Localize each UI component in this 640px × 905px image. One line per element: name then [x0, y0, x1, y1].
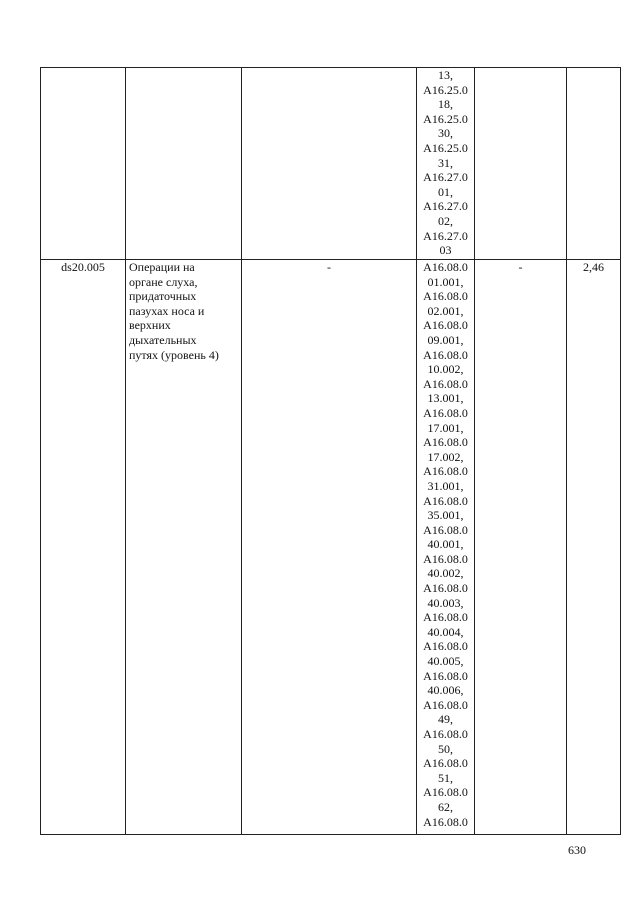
coefficient-cell	[567, 68, 621, 260]
service-code-line: A16.08.0	[423, 376, 468, 391]
service-code-line: A16.08.0	[423, 435, 468, 450]
service-code-line: 02.001,	[427, 303, 464, 318]
ksg-name-cell	[126, 260, 242, 835]
service-code-line: 13.001,	[427, 391, 464, 406]
service-code-line: A16.08.0	[423, 785, 468, 800]
service-codes-cell	[417, 68, 475, 260]
ksg-name-line: пазухах носа и	[129, 303, 205, 318]
service-code-line: A16.08.0	[423, 668, 468, 683]
service-code-line: 18,	[438, 97, 453, 112]
service-code-line: 40.004,	[427, 624, 464, 639]
service-code-line: 01,	[438, 184, 453, 199]
extra-criteria-cell	[475, 68, 567, 260]
extra-criteria-cell: -	[475, 260, 567, 835]
service-code-line: A16.27.0	[423, 228, 468, 243]
service-code-line: A16.08.0	[423, 318, 468, 333]
service-code-line: 01.001,	[427, 274, 464, 289]
service-code-line: 40.003,	[427, 595, 464, 610]
tariff-table	[40, 67, 621, 835]
table-row	[41, 260, 621, 835]
service-code-line: 31,	[438, 155, 453, 170]
ksg-code-cell	[41, 68, 126, 260]
service-code-line: 17.002,	[427, 449, 464, 464]
service-code-line: 31.001,	[427, 478, 464, 493]
service-code-line: 03	[439, 243, 452, 258]
service-code-line: 51,	[438, 770, 453, 785]
service-code-line: A16.08.0	[423, 697, 468, 712]
service-code-line: 49,	[438, 712, 453, 727]
service-code-line: A16.08.0	[423, 493, 468, 508]
service-code-line: 09.001,	[427, 332, 464, 347]
service-code-line: A16.08.0	[423, 639, 468, 654]
service-code-line: A16.08.0	[423, 551, 468, 566]
service-code-line: 10.002,	[427, 362, 464, 377]
coefficient-cell: 2,46	[567, 260, 621, 835]
service-code-line: 02,	[438, 213, 453, 228]
ksg-name-line: верхних	[129, 318, 171, 333]
service-code-line: 40.006,	[427, 683, 464, 698]
service-code-line: A16.08.0	[423, 756, 468, 771]
service-code-line: 62,	[438, 799, 453, 814]
service-code-line: A16.08.0	[423, 581, 468, 596]
service-code-line: A16.27.0	[423, 170, 468, 185]
service-code-line: A16.25.0	[423, 140, 468, 155]
service-code-line: A16.08.0	[423, 727, 468, 741]
service-code-line: 40.001,	[427, 537, 464, 552]
table-row	[41, 68, 621, 260]
ksg-name-line: дыхательных	[129, 332, 197, 347]
ksg-name-line: придаточных	[129, 289, 197, 304]
ksg-code-cell: ds20.005	[41, 260, 126, 835]
service-code-line: 35.001,	[427, 508, 464, 523]
page-number: 630	[568, 843, 586, 857]
service-code-line: A16.08.0	[423, 610, 468, 625]
service-code-line: A16.08.0	[423, 289, 468, 304]
diagnosis-cell: -	[242, 260, 417, 835]
service-code-line: A16.08.0	[423, 464, 468, 479]
service-code-line: 30,	[438, 126, 453, 141]
service-code-line: A16.08.0	[423, 814, 468, 829]
diagnosis-cell	[242, 68, 417, 260]
service-code-line: A16.08.0	[423, 405, 468, 420]
service-code-line: 13,	[438, 68, 453, 82]
service-code-line: 40.005,	[427, 654, 464, 669]
ksg-name-line: органе слуха,	[129, 274, 198, 289]
service-code-line: A16.08.0	[423, 260, 468, 274]
service-code-line: A16.08.0	[423, 522, 468, 537]
service-code-line: A16.25.0	[423, 111, 468, 126]
service-code-line: 17.001,	[427, 420, 464, 435]
ksg-name-cell	[126, 68, 242, 260]
ksg-name-line: Операции на	[129, 260, 195, 274]
service-code-line: A16.25.0	[423, 82, 468, 97]
service-code-line: 40.002,	[427, 566, 464, 581]
service-code-line: 50,	[438, 741, 453, 756]
service-code-line: A16.08.0	[423, 347, 468, 362]
service-code-line: A16.27.0	[423, 199, 468, 214]
ksg-name-line: путях (уровень 4)	[129, 347, 219, 362]
service-codes-cell	[417, 260, 475, 835]
